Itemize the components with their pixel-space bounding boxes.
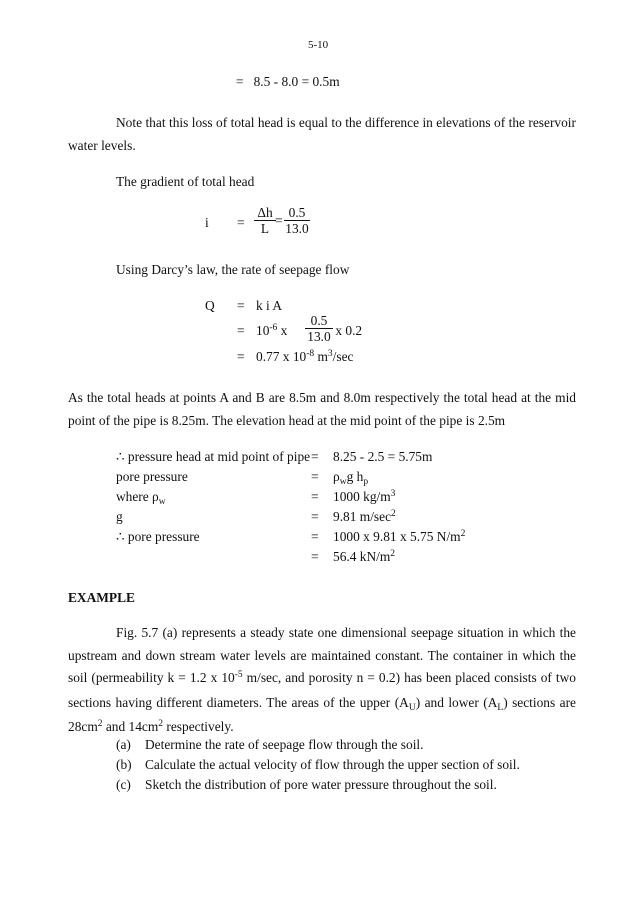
flow-lhs: Q xyxy=(205,298,215,313)
row-4-equals: = xyxy=(311,509,319,524)
pore-pressure-exponent: 2 xyxy=(460,529,466,539)
flow-k-exponent: -6 xyxy=(269,323,278,333)
example-text-4: ) sections are 28cm xyxy=(68,694,576,734)
row-3-label xyxy=(116,490,166,505)
pore-pressure-calc: 1000 x 9.81 x 5.75 N/m xyxy=(333,529,461,544)
gradient-equals: = xyxy=(237,215,245,230)
gravity-value: 9.81 m/sec xyxy=(333,509,392,524)
task-a-label: (a) xyxy=(116,737,131,752)
g-h-text: g h xyxy=(346,469,364,484)
fraction-numerator: 0.5 xyxy=(284,205,310,221)
example-text-5: and 14cm xyxy=(102,719,159,734)
note-paragraph: Note that this loss of total head is equal to the difference in elevations of the reservoir water levels. xyxy=(68,115,576,153)
darcy-intro: Using Darcy’s law, the rate of seepage flow xyxy=(116,262,350,277)
row-2-label: pore pressure xyxy=(116,469,188,484)
lower-subscript: L xyxy=(497,702,504,713)
flow-line-2-start xyxy=(256,324,291,339)
flow-unit-exponent: 3 xyxy=(327,349,333,359)
flow-line-1: k i A xyxy=(256,298,283,313)
heads-paragraph: As the total heads at points A and B are 8.5m and 8.0m respectively the total head at the mid point of the pipe is 8.25m. The elevation head at the mid point of the pipe is 2.5m xyxy=(68,390,576,428)
permeability-exponent: -5 xyxy=(234,670,243,680)
row-6-equals: = xyxy=(311,549,319,564)
area-exponent-1: 2 xyxy=(97,719,103,729)
gradient-lhs: i xyxy=(205,215,209,230)
flow-result-base: 0.77 x 10 xyxy=(256,349,307,364)
example-text-6: respectively. xyxy=(163,719,234,734)
pore-pressure-result: 56.4 kN/m xyxy=(333,549,391,564)
flow-line-3 xyxy=(256,350,353,365)
example-paragraph xyxy=(68,622,576,741)
row-5-value xyxy=(333,530,465,545)
row-2-equals: = xyxy=(311,469,319,484)
flow-times: x xyxy=(277,323,291,338)
upper-subscript: U xyxy=(408,702,416,713)
gravity-exponent: 2 xyxy=(391,509,396,519)
page-number: 5-10 xyxy=(308,39,329,51)
example-text-3: ) and lower (A xyxy=(415,694,498,710)
row-1-value: 8.25 - 2.5 = 5.75m xyxy=(333,449,433,464)
flow-equals-2: = xyxy=(237,323,245,338)
row-2-value xyxy=(333,470,368,485)
density-exponent: 3 xyxy=(390,489,396,499)
gradient-fraction-dh-l xyxy=(254,205,276,236)
row-4-label: g xyxy=(116,509,123,524)
pore-pressure-result-exponent: 2 xyxy=(390,549,396,559)
example-text-1: Fig. 5.7 (a) represents a steady state one dimensional seepage situation in which the upstream and down stream water levels are maintained constant. The container in which the soil (permeability k = 1.2 x 10 xyxy=(68,625,576,685)
fraction-denominator: L xyxy=(260,221,270,236)
rho-subscript: w xyxy=(339,477,347,487)
fraction-denominator: 13.0 xyxy=(285,221,309,236)
gradient-fraction-value xyxy=(284,205,310,236)
flow-fraction xyxy=(305,313,333,344)
area-exponent-2: 2 xyxy=(158,719,164,729)
flow-k-base: 10 xyxy=(256,323,270,338)
rho-subscript: w xyxy=(158,497,166,507)
row-1-equals: = xyxy=(311,449,319,464)
task-b-label: (b) xyxy=(116,757,132,772)
rho-symbol: ρ xyxy=(333,469,340,484)
where-rho: where ρ xyxy=(116,489,159,504)
flow-result-unit-tail: /sec xyxy=(332,349,354,364)
h-subscript: p xyxy=(363,477,369,487)
density-value: 1000 kg/m xyxy=(333,489,391,504)
example-text-2: m/sec, and porosity n = 0.2) has been placed consists of two sections having different diameters. The areas of the upper (A xyxy=(68,670,576,710)
row-3-value xyxy=(333,490,395,505)
head-loss-result: = 8.5 - 8.0 = 0.5m xyxy=(236,74,340,89)
task-c-text: Sketch the distribution of pore water pressure throughout the soil. xyxy=(145,777,497,792)
fraction-numerator: Δh xyxy=(254,205,276,221)
row-4-value xyxy=(333,510,396,525)
task-b-text: Calculate the actual velocity of flow through the upper section of soil. xyxy=(145,757,520,772)
row-5-label: ∴ pore pressure xyxy=(116,529,200,544)
flow-result-unit: m xyxy=(314,349,328,364)
example-heading: EXAMPLE xyxy=(68,590,135,605)
flow-equals-3: = xyxy=(237,349,245,364)
row-1-label: ∴ pressure head at mid point of pipe xyxy=(116,449,311,464)
flow-line-2-end: x 0.2 xyxy=(332,323,363,338)
fraction-denominator: 13.0 xyxy=(307,329,331,344)
row-3-equals: = xyxy=(311,489,319,504)
flow-equals-1: = xyxy=(237,298,245,313)
task-a-text: Determine the rate of seepage flow through the soil. xyxy=(145,737,424,752)
row-6-value xyxy=(333,550,395,565)
gradient-equals-2: = xyxy=(275,213,283,228)
fraction-numerator: 0.5 xyxy=(305,313,333,329)
gradient-intro: The gradient of total head xyxy=(116,174,255,189)
flow-result-exponent: -8 xyxy=(306,349,315,359)
row-5-equals: = xyxy=(311,529,319,544)
task-c-label: (c) xyxy=(116,777,131,792)
